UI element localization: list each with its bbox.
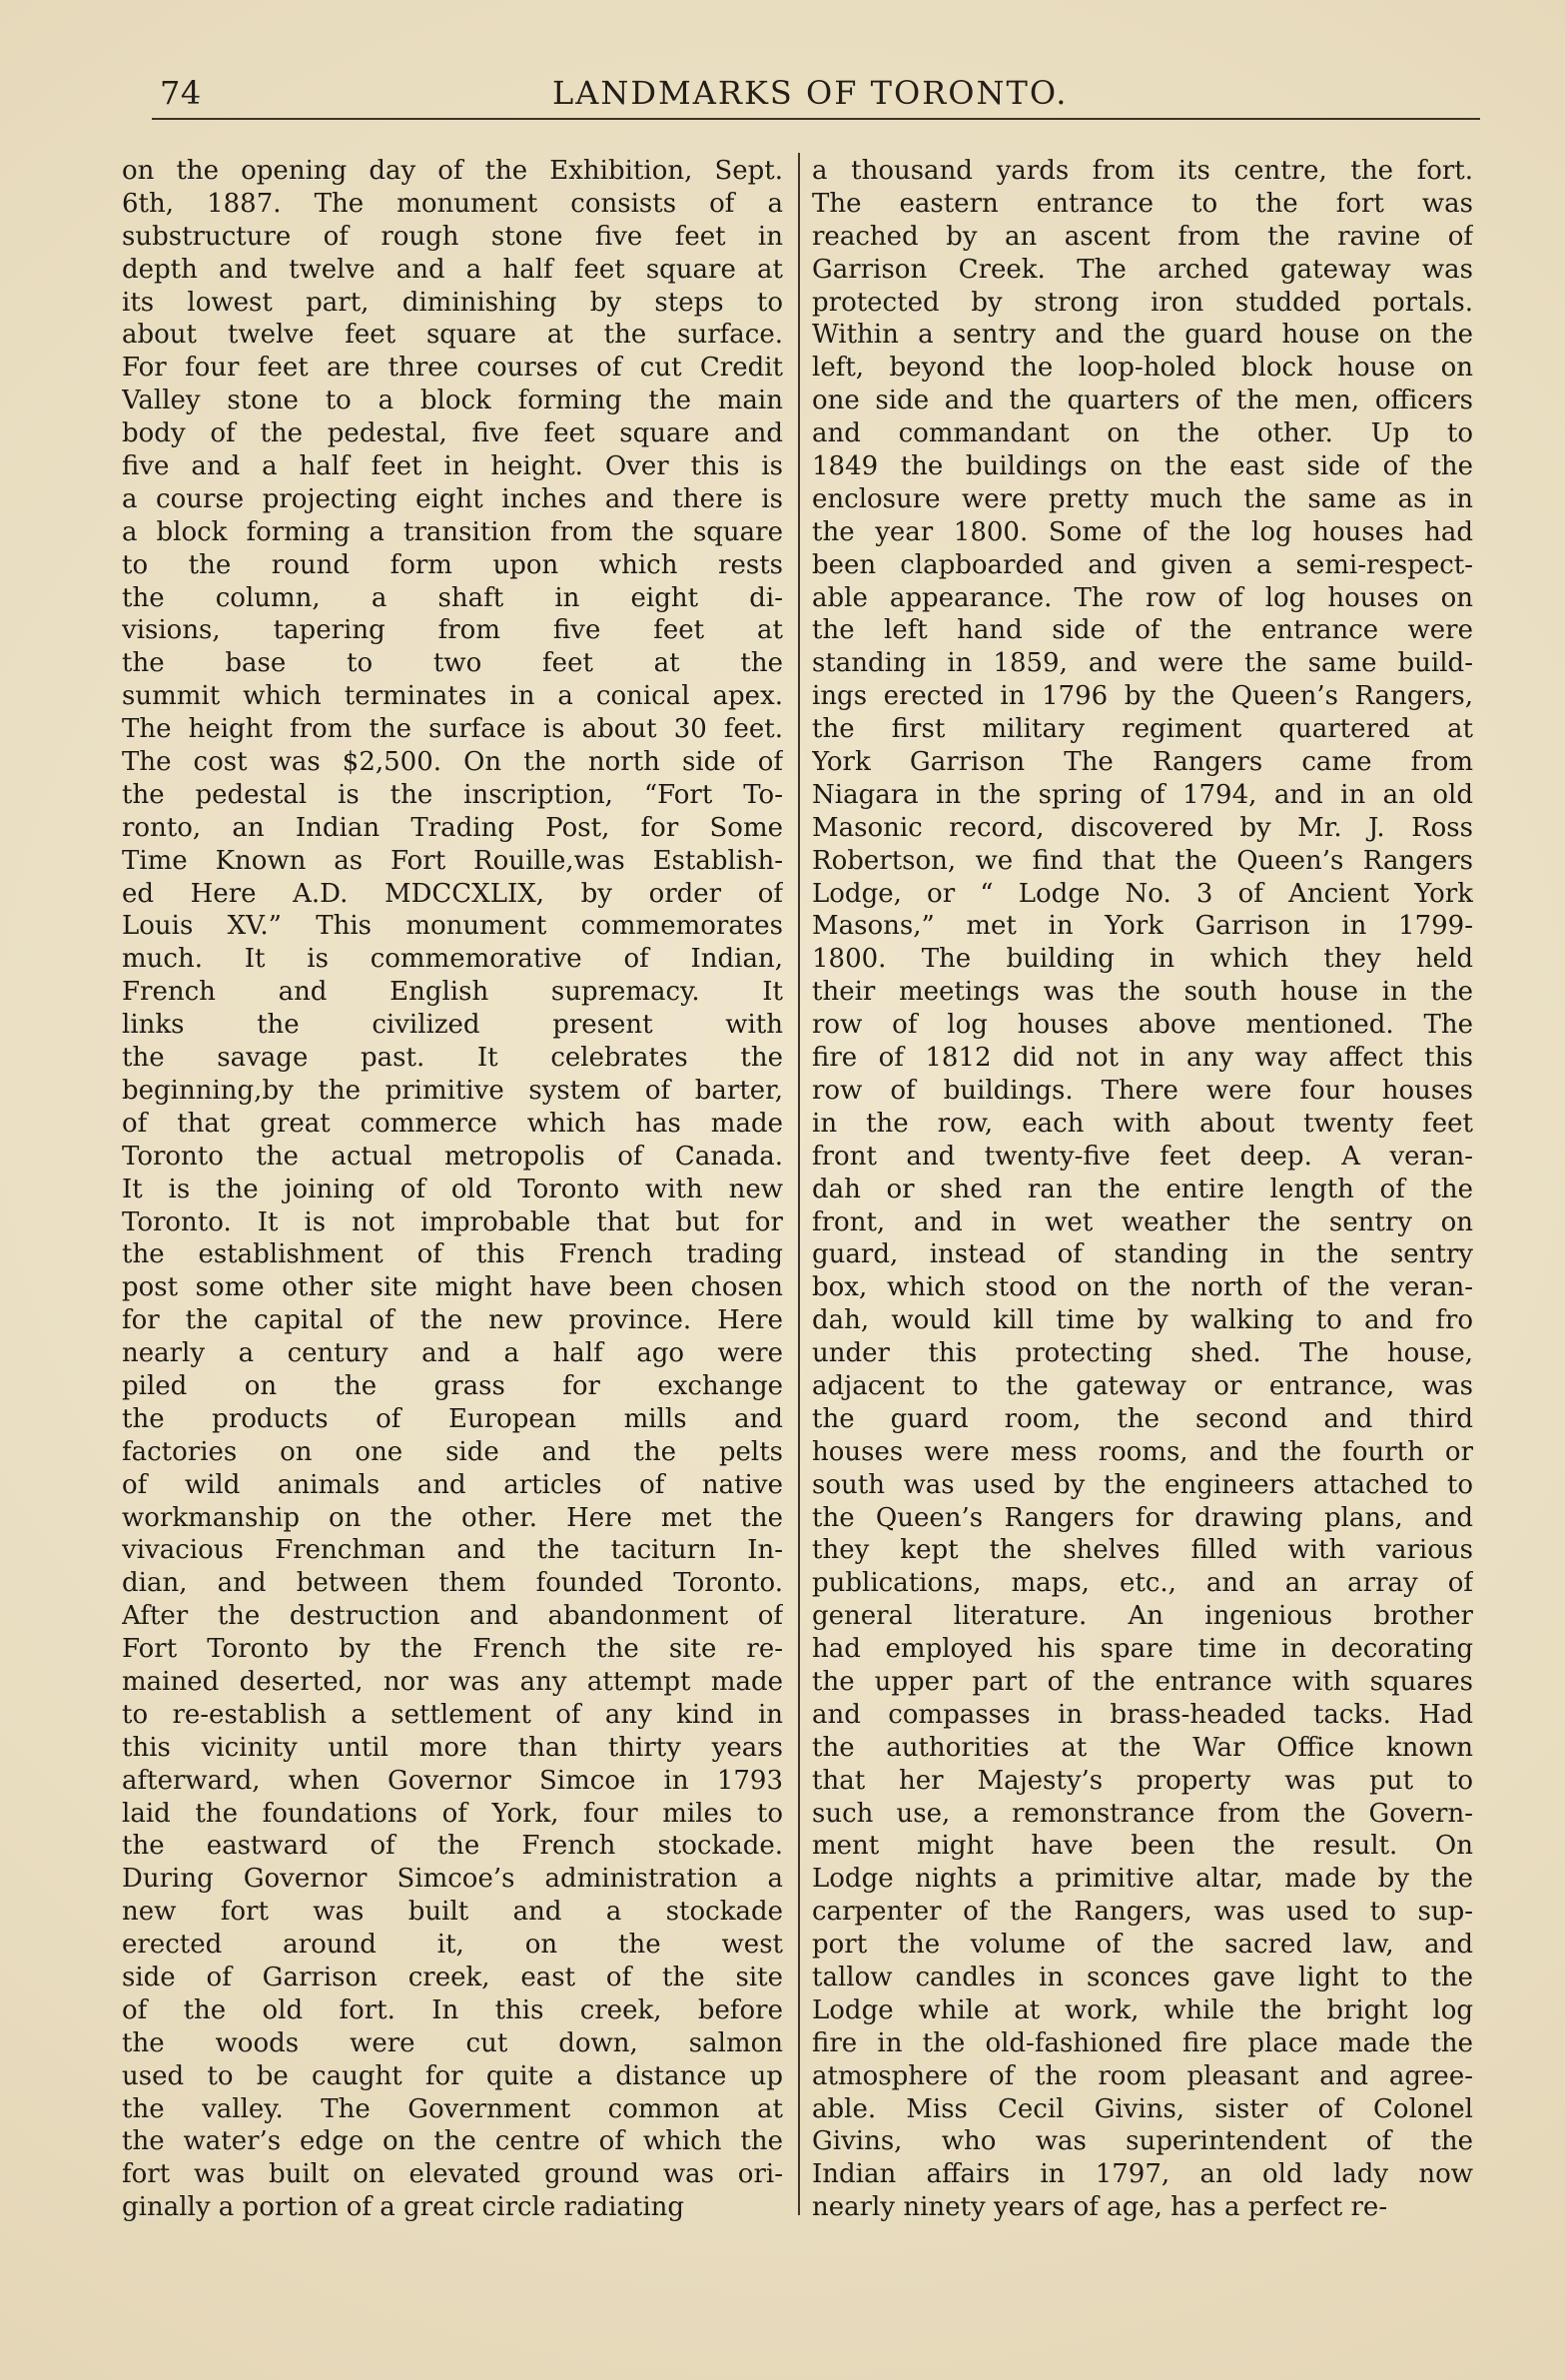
text-line: much. It is commemorative of Indian,	[122, 944, 783, 975]
column-divider	[798, 153, 800, 2215]
left-text-column	[122, 155, 783, 2224]
text-line: Lodge nights a primitive altar, made by the	[812, 1864, 1473, 1895]
text-line: depth and twelve and a half feet square at	[122, 254, 783, 285]
text-line: that her Majesty’s property was put to	[812, 1765, 1473, 1796]
text-line: beginning,by the primitive system of barter,	[122, 1075, 783, 1106]
text-line: The height from the surface is about 30 feet.	[122, 714, 783, 745]
text-line: Indian affairs in 1797, an old lady now	[812, 2159, 1473, 2190]
text-line: It is the joining of old Toronto with new	[122, 1174, 783, 1204]
text-line: protected by strong iron studded portals.	[812, 287, 1473, 318]
text-line: its lowest part, diminishing by steps to	[122, 287, 783, 318]
text-line: dian, and between them founded Toronto.	[122, 1568, 783, 1599]
text-line: ed Here A.D. MDCCXLIX, by order of	[122, 878, 783, 909]
text-line: houses were mess rooms, and the fourth or	[812, 1436, 1473, 1467]
text-line: the base to two feet at the	[122, 648, 783, 679]
text-line: fire in the old-fashioned fire place made the	[812, 2027, 1473, 2058]
text-line: for the capital of the new province. Here	[122, 1305, 783, 1336]
text-line: 6th, 1887. The monument consists of a	[122, 188, 783, 219]
text-line: body of the pedestal, five feet square and	[122, 418, 783, 449]
text-line: ment might have been the result. On	[812, 1831, 1473, 1862]
text-line: Louis XV.” This monument commemorates	[122, 911, 783, 942]
text-line: the left hand side of the entrance were	[812, 615, 1473, 646]
text-line: the authorities at the War Office known	[812, 1732, 1473, 1763]
text-line: port the volume of the sacred law, and	[812, 1930, 1473, 1961]
text-line: the eastward of the French stockade.	[122, 1831, 783, 1862]
text-line: vivacious Frenchman and the taciturn In-	[122, 1535, 783, 1566]
text-line: Lodge, or “ Lodge No. 3 of Ancient York	[812, 878, 1473, 909]
header-rule	[152, 118, 1480, 120]
text-line: standing in 1859, and were the same build-	[812, 648, 1473, 679]
text-line: links the civilized present with	[122, 1010, 783, 1041]
text-line: the column, a shaft in eight di-	[122, 582, 783, 613]
text-line: substructure of rough stone five feet in	[122, 221, 783, 252]
text-line: general literature. An ingenious brother	[812, 1601, 1473, 1632]
text-line: about twelve feet square at the surface.	[122, 320, 783, 351]
text-line: enclosure were pretty much the same as in	[812, 483, 1473, 514]
text-line: Within a sentry and the guard house on the	[812, 320, 1473, 351]
text-line: piled on the grass for exchange	[122, 1370, 783, 1401]
text-line: the products of European mills and	[122, 1403, 783, 1434]
text-line: row of buildings. There were four houses	[812, 1075, 1473, 1106]
text-line: been clapboarded and given a semi-respect-	[812, 549, 1473, 580]
text-line: fort was built on elevated ground was ori-	[122, 2159, 783, 2190]
text-line: Garrison Creek. The arched gateway was	[812, 254, 1473, 285]
text-line: the year 1800. Some of the log houses had	[812, 516, 1473, 547]
text-line: tallow candles in sconces gave light to the	[812, 1962, 1473, 1992]
text-line: factories on one side and the pelts	[122, 1436, 783, 1467]
text-line: Masons,” met in York Garrison in 1799-	[812, 911, 1473, 942]
text-line: the establishment of this French trading	[122, 1239, 783, 1270]
text-line: ronto, an Indian Trading Post, for Some	[122, 812, 783, 843]
text-line: they kept the shelves filled with various	[812, 1535, 1473, 1566]
text-line: post some other site might have been chosen	[122, 1272, 783, 1303]
text-line: in the row, each with about twenty feet	[812, 1108, 1473, 1139]
text-line: on the opening day of the Exhibition, Sept.	[122, 156, 783, 186]
text-line: a thousand yards from its centre, the fort.	[812, 156, 1473, 186]
text-line: their meetings was the south house in the	[812, 977, 1473, 1008]
text-line: For four feet are three courses of cut Credit	[122, 353, 783, 384]
text-line: five and a half feet in height. Over this is	[122, 451, 783, 482]
text-line: had employed his spare time in decorating	[812, 1634, 1473, 1665]
text-line: the woods were cut down, salmon	[122, 2027, 783, 2058]
text-line: able appearance. The row of log houses on	[812, 582, 1473, 613]
text-line: afterward, when Governor Simcoe in 1793	[122, 1765, 783, 1796]
text-line: erected around it, on the west	[122, 1930, 783, 1961]
text-line: and compasses in brass-headed tacks. Had	[812, 1699, 1473, 1730]
text-line: the first military regiment quartered at	[812, 714, 1473, 745]
text-line: Time Known as Fort Rouille,was Establish-	[122, 845, 783, 876]
text-line: reached by an ascent from the ravine of	[812, 221, 1473, 252]
text-line: atmosphere of the room pleasant and agree-	[812, 2060, 1473, 2091]
text-line: nearly a century and a half ago were	[122, 1338, 783, 1369]
text-line: 1849 the buildings on the east side of the	[812, 451, 1473, 482]
text-line: of wild animals and articles of native	[122, 1469, 783, 1500]
text-line: new fort was built and a stockade	[122, 1897, 783, 1928]
text-line: guard, instead of standing in the sentry	[812, 1239, 1473, 1270]
text-line: left, beyond the loop-holed block house on	[812, 353, 1473, 384]
text-line: a course projecting eight inches and there is	[122, 483, 783, 514]
text-line: mained deserted, nor was any attempt made	[122, 1666, 783, 1697]
text-line: The eastern entrance to the fort was	[812, 188, 1473, 219]
text-line: this vicinity until more than thirty years	[122, 1732, 783, 1763]
text-line: French and English supremacy. It	[122, 977, 783, 1008]
text-line: one side and the quarters of the men, officers	[812, 386, 1473, 416]
text-line: under this protecting shed. The house,	[812, 1338, 1473, 1369]
text-line: After the destruction and abandonment of	[122, 1601, 783, 1632]
text-line: to re-establish a settlement of any kind in	[122, 1699, 783, 1730]
text-line: Valley stone to a block forming the main	[122, 386, 783, 416]
text-line: the savage past. It celebrates the	[122, 1043, 783, 1074]
text-line: able. Miss Cecil Givins, sister of Colonel	[812, 2093, 1473, 2124]
text-line: ginally a portion of a great circle radiating	[122, 2192, 685, 2223]
text-line: a block forming a transition from the square	[122, 516, 783, 547]
text-line: Fort Toronto by the French the site re-	[122, 1634, 783, 1665]
text-line: front and twenty-five feet deep. A veran-	[812, 1141, 1473, 1172]
text-line: the pedestal is the inscription, “Fort To-	[122, 779, 783, 810]
text-line: 1800. The building in which they held	[812, 944, 1473, 975]
text-line: dah, would kill time by walking to and fro	[812, 1305, 1473, 1336]
text-line: adjacent to the gateway or entrance, was	[812, 1370, 1473, 1401]
text-line: summit which terminates in a conical apex.	[122, 681, 783, 712]
text-line: and commandant on the other. Up to	[812, 418, 1473, 449]
running-title: LANDMARKS OF TORONTO.	[552, 74, 1069, 112]
text-line: box, which stood on the north of the veran-	[812, 1272, 1473, 1303]
text-line: of the old fort. In this creek, before	[122, 1994, 783, 2025]
text-line: south was used by the engineers attached to	[812, 1469, 1473, 1500]
text-line: of that great commerce which has made	[122, 1108, 783, 1139]
text-line: Givins, who was superintendent of the	[812, 2126, 1473, 2157]
text-line: the water’s edge on the centre of which the	[122, 2126, 783, 2157]
page-number: 74	[160, 74, 202, 112]
text-line: ings erected in 1796 by the Queen’s Rangers,	[812, 681, 1473, 712]
text-line: front, and in wet weather the sentry on	[812, 1206, 1473, 1237]
text-line: The cost was $2,500. On the north side of	[122, 747, 783, 778]
text-line: row of log houses above mentioned. The	[812, 1010, 1473, 1041]
text-line: Robertson, we find that the Queen’s Rangers	[812, 845, 1473, 876]
right-text-column	[812, 155, 1473, 2224]
text-line: fire of 1812 did not in any way affect this	[812, 1043, 1473, 1074]
text-line: to the round form upon which rests	[122, 549, 783, 580]
text-line: During Governor Simcoe’s administration a	[122, 1864, 783, 1895]
text-line: nearly ninety years of age, has a perfect re-	[812, 2192, 1388, 2223]
text-line: side of Garrison creek, east of the site	[122, 1962, 783, 1992]
text-line: the guard room, the second and third	[812, 1403, 1473, 1434]
text-line: the upper part of the entrance with squares	[812, 1666, 1473, 1697]
text-line: laid the foundations of York, four miles to	[122, 1798, 783, 1829]
text-line: used to be caught for quite a distance up	[122, 2060, 783, 2091]
text-line: visions, tapering from five feet at	[122, 615, 783, 646]
text-line: the Queen’s Rangers for drawing plans, and	[812, 1502, 1473, 1533]
text-line: workmanship on the other. Here met the	[122, 1502, 783, 1533]
text-line: such use, a remonstrance from the Govern-	[812, 1798, 1473, 1829]
text-line: Toronto. It is not improbable that but for	[122, 1206, 783, 1237]
text-line: York Garrison The Rangers came from	[812, 747, 1473, 778]
text-line: dah or shed ran the entire length of the	[812, 1174, 1473, 1204]
text-line: the valley. The Government common at	[122, 2093, 783, 2124]
text-line: publications, maps, etc., and an array of	[812, 1568, 1473, 1599]
text-line: carpenter of the Rangers, was used to sup-	[812, 1897, 1473, 1928]
text-line: Toronto the actual metropolis of Canada.	[122, 1141, 783, 1172]
text-line: Lodge while at work, while the bright log	[812, 1994, 1473, 2025]
text-line: Niagara in the spring of 1794, and in an old	[812, 779, 1473, 810]
text-line: Masonic record, discovered by Mr. J. Ross	[812, 812, 1473, 843]
